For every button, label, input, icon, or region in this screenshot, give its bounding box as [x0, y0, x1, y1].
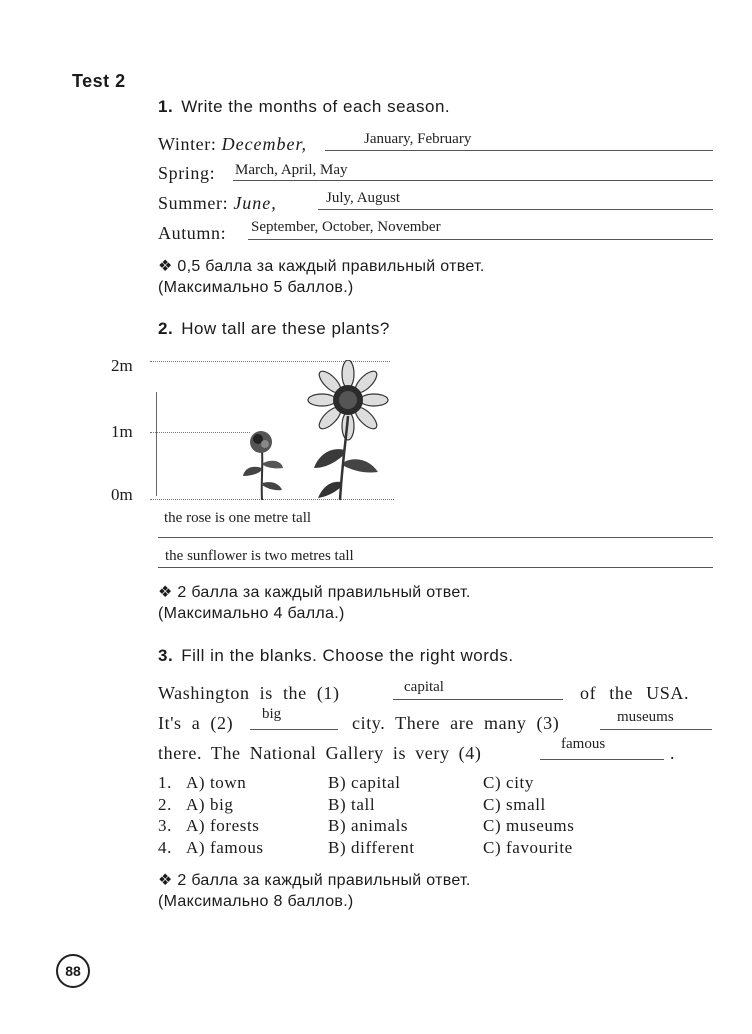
- summer-label: Summer: June,: [158, 193, 277, 213]
- option-c[interactable]: C) museums: [483, 816, 575, 835]
- option-b[interactable]: B) different: [328, 837, 415, 857]
- autumn-answer-line[interactable]: [248, 239, 713, 240]
- task3-text-line3: there. The National Gallery is very (4): [158, 743, 482, 763]
- sunflower-answer: the sunflower is two metres tall: [165, 548, 354, 564]
- rose-illustration: [236, 428, 296, 502]
- summer-given: June,: [233, 193, 277, 213]
- option-a[interactable]: A) town: [186, 773, 247, 792]
- option-number: 2.: [158, 794, 172, 814]
- winter-answer-line[interactable]: [325, 150, 713, 151]
- option-a[interactable]: A) big: [186, 794, 234, 814]
- scale-axis: [156, 392, 157, 496]
- rose-answer: the rose is one metre tall: [164, 510, 312, 526]
- plant-answer-line-2[interactable]: [158, 567, 713, 568]
- task1-number: 1.: [158, 97, 174, 116]
- option-a[interactable]: A) famous: [186, 837, 264, 857]
- task3-text-line2-mid: city. There are many (3): [352, 713, 560, 733]
- option-number: 1.: [158, 773, 172, 792]
- autumn-answer: September, October, November: [251, 219, 441, 235]
- task2-number: 2.: [158, 319, 174, 338]
- task3-text-line3-end: .: [670, 743, 676, 763]
- option-b[interactable]: B) animals: [328, 816, 409, 835]
- summer-answer-line[interactable]: [318, 209, 713, 210]
- blank-1-answer: capital: [404, 679, 444, 695]
- plant-answer-line-1[interactable]: [158, 537, 713, 538]
- page-number: 88: [65, 963, 81, 979]
- autumn-label: Autumn:: [158, 223, 227, 243]
- task3-text-line1-end: of the USA.: [580, 683, 690, 703]
- option-a[interactable]: A) forests: [186, 816, 260, 835]
- option-c[interactable]: C) small: [483, 794, 546, 814]
- test-title: Test 2: [72, 71, 126, 91]
- blank-3-answer: museums: [617, 709, 674, 725]
- spring-answer-line[interactable]: [233, 180, 713, 181]
- task3-score: ❖ 2 балла за каждый правильный ответ. (Максимально 8 баллов.): [158, 872, 471, 910]
- blank-4-line[interactable]: [540, 759, 664, 760]
- scale-label-1m: 1m: [111, 422, 133, 441]
- option-number: 4.: [158, 837, 172, 857]
- task3-text-line2: It's a (2): [158, 713, 234, 733]
- winter-answer: January, February: [364, 131, 472, 147]
- task3-number: 3.: [158, 646, 174, 665]
- blank-1-line[interactable]: [393, 699, 563, 700]
- spring-label: Spring:: [158, 163, 216, 183]
- option-c[interactable]: C) favourite: [483, 837, 573, 857]
- task2-score: ❖ 2 балла за каждый правильный ответ. (Максимально 4 балла.): [158, 584, 471, 622]
- scale-label-2m: 2m: [111, 356, 133, 375]
- winter-label: Winter: December,: [158, 134, 308, 154]
- summer-answer: July, August: [326, 190, 401, 206]
- page-number-badge: [56, 954, 90, 988]
- option-b[interactable]: B) capital: [328, 773, 401, 792]
- spring-answer: March, April, May: [235, 162, 348, 178]
- blank-4-answer: famous: [561, 736, 606, 752]
- task1-instruction: 1. Write the months of each season.: [158, 97, 451, 116]
- winter-given: December,: [221, 134, 308, 154]
- option-number: 3.: [158, 816, 172, 835]
- task2-instruction: 2. How tall are these plants?: [158, 319, 390, 338]
- task3-text-line1: Washington is the (1): [158, 683, 340, 703]
- task1-score: ❖ 0,5 балла за каждый правильный ответ. (Максимально 5 баллов.): [158, 258, 485, 296]
- blank-3-line[interactable]: [600, 729, 712, 730]
- scale-label-0m: 0m: [111, 485, 133, 504]
- scale-line-1m: [150, 432, 250, 433]
- task3-instruction: 3. Fill in the blanks. Choose the right words.: [158, 646, 514, 665]
- blank-2-line[interactable]: [250, 729, 338, 730]
- option-c[interactable]: C) city: [483, 773, 534, 792]
- blank-2-answer: big: [262, 706, 282, 722]
- option-b[interactable]: B) tall: [328, 794, 376, 814]
- sunflower-illustration: [296, 360, 400, 502]
